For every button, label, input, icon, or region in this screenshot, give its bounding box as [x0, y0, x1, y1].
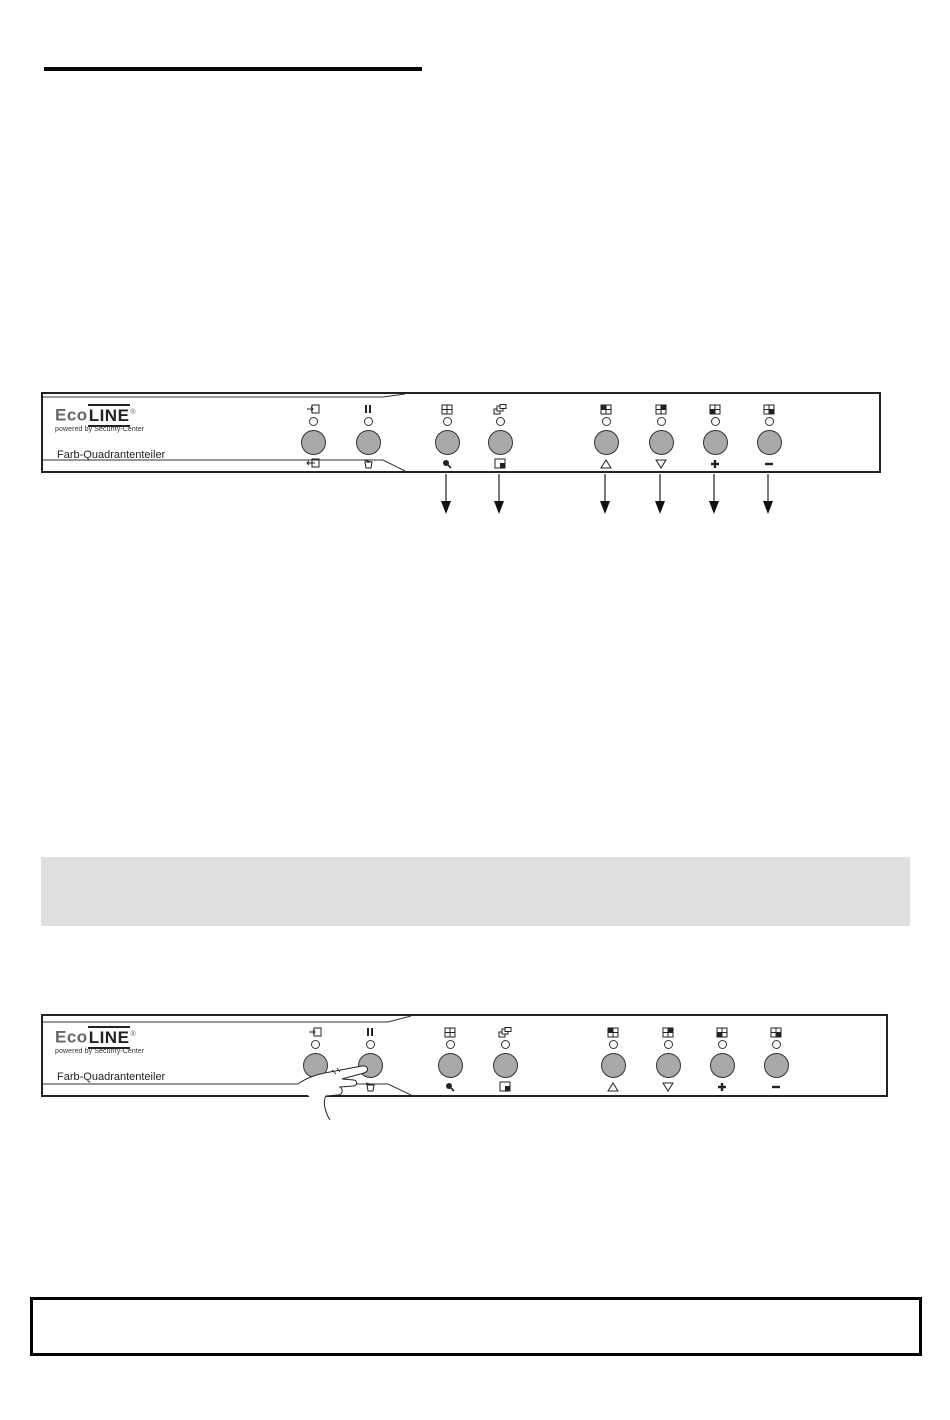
quad-view-icon: [443, 1027, 457, 1038]
front-panel-diagram-press: [41, 1014, 888, 1097]
minus-icon: [769, 1081, 783, 1092]
quad-zoom-button[interactable]: [427, 1027, 473, 1092]
function-arrows: [0, 470, 950, 518]
plus-icon: [708, 458, 722, 469]
channel1-up-button[interactable]: [590, 1027, 636, 1092]
pause-icon: [363, 1027, 377, 1038]
channel4-minus-button[interactable]: [753, 1027, 799, 1092]
quad2-icon: [654, 404, 668, 415]
status-led: [657, 417, 666, 426]
model-name: Farb-Quadrantenteiler: [57, 449, 166, 461]
down-arrow-icon: [763, 474, 773, 514]
model-name: Farb-Quadrantenteiler: [57, 1071, 166, 1083]
pointing-hand-icon: [296, 1062, 376, 1122]
logo-tagline: powered by Security-Center: [55, 1047, 145, 1055]
down-arrow-icon: [709, 474, 719, 514]
status-led: [602, 417, 611, 426]
channel3-plus-button[interactable]: [699, 1027, 745, 1092]
zoom-icon: [443, 1081, 457, 1092]
status-led: [496, 417, 505, 426]
down-triangle-icon: [654, 458, 668, 469]
panel-key[interactable]: [703, 430, 728, 455]
quad-zoom-button[interactable]: [424, 404, 470, 469]
playback-icon: [306, 458, 320, 469]
pause-icon: [361, 404, 375, 415]
quad2-icon: [661, 1027, 675, 1038]
sequence-icon: [493, 404, 507, 415]
channel4-minus-button[interactable]: [746, 404, 792, 469]
down-triangle-icon: [661, 1081, 675, 1092]
status-led: [443, 417, 452, 426]
pip-icon: [498, 1081, 512, 1092]
panel-key[interactable]: [764, 1053, 789, 1078]
status-led: [311, 1040, 320, 1049]
panel-key[interactable]: [649, 430, 674, 455]
up-triangle-icon: [599, 458, 613, 469]
panel-key[interactable]: [594, 430, 619, 455]
record-icon: [306, 404, 320, 415]
status-led: [772, 1040, 781, 1049]
status-led: [609, 1040, 618, 1049]
logo-tagline: powered by Security-Center: [55, 425, 145, 433]
rec-play-button[interactable]: [290, 404, 336, 469]
plus-icon: [715, 1081, 729, 1092]
status-led: [765, 417, 774, 426]
panel-key[interactable]: [757, 430, 782, 455]
quad4-icon: [769, 1027, 783, 1038]
channel3-plus-button[interactable]: [692, 404, 738, 469]
panel-key[interactable]: [488, 430, 513, 455]
ecoline-logo: EcoLINE® powered by Security-Center: [55, 405, 145, 433]
pip-icon: [493, 458, 507, 469]
panel-key[interactable]: [710, 1053, 735, 1078]
status-led: [366, 1040, 375, 1049]
down-arrow-icon: [494, 474, 504, 514]
panel-key[interactable]: [493, 1053, 518, 1078]
status-led: [664, 1040, 673, 1049]
status-led: [711, 417, 720, 426]
footer-box: [30, 1297, 922, 1356]
panel-key[interactable]: [601, 1053, 626, 1078]
quad-view-icon: [440, 404, 454, 415]
sequence-pip-button[interactable]: [477, 404, 523, 469]
status-led: [446, 1040, 455, 1049]
channel2-down-button[interactable]: [645, 1027, 691, 1092]
status-led: [309, 417, 318, 426]
panel-key[interactable]: [656, 1053, 681, 1078]
status-led: [718, 1040, 727, 1049]
quad4-icon: [762, 404, 776, 415]
sequence-pip-button[interactable]: [482, 1027, 528, 1092]
channel1-up-button[interactable]: [583, 404, 629, 469]
status-led: [364, 417, 373, 426]
status-led: [501, 1040, 510, 1049]
trash-icon: [361, 458, 375, 469]
panel-key[interactable]: [435, 430, 460, 455]
quad1-icon: [599, 404, 613, 415]
quad3-icon: [708, 404, 722, 415]
minus-icon: [762, 458, 776, 469]
down-arrow-icon: [441, 474, 451, 514]
record-icon: [308, 1027, 322, 1038]
note-box: [41, 857, 910, 926]
panel-key[interactable]: [301, 430, 326, 455]
sequence-icon: [498, 1027, 512, 1038]
panel-key[interactable]: [438, 1053, 463, 1078]
down-arrow-icon: [655, 474, 665, 514]
ecoline-logo: EcoLINE® powered by Security-Center: [55, 1027, 145, 1055]
down-arrow-icon: [600, 474, 610, 514]
pause-delete-button[interactable]: [345, 404, 391, 469]
panel-key[interactable]: [356, 430, 381, 455]
channel2-down-button[interactable]: [638, 404, 684, 469]
up-triangle-icon: [606, 1081, 620, 1092]
front-panel-diagram: [41, 392, 881, 473]
quad1-icon: [606, 1027, 620, 1038]
quad3-icon: [715, 1027, 729, 1038]
heading-rule: [44, 67, 422, 71]
zoom-icon: [440, 458, 454, 469]
